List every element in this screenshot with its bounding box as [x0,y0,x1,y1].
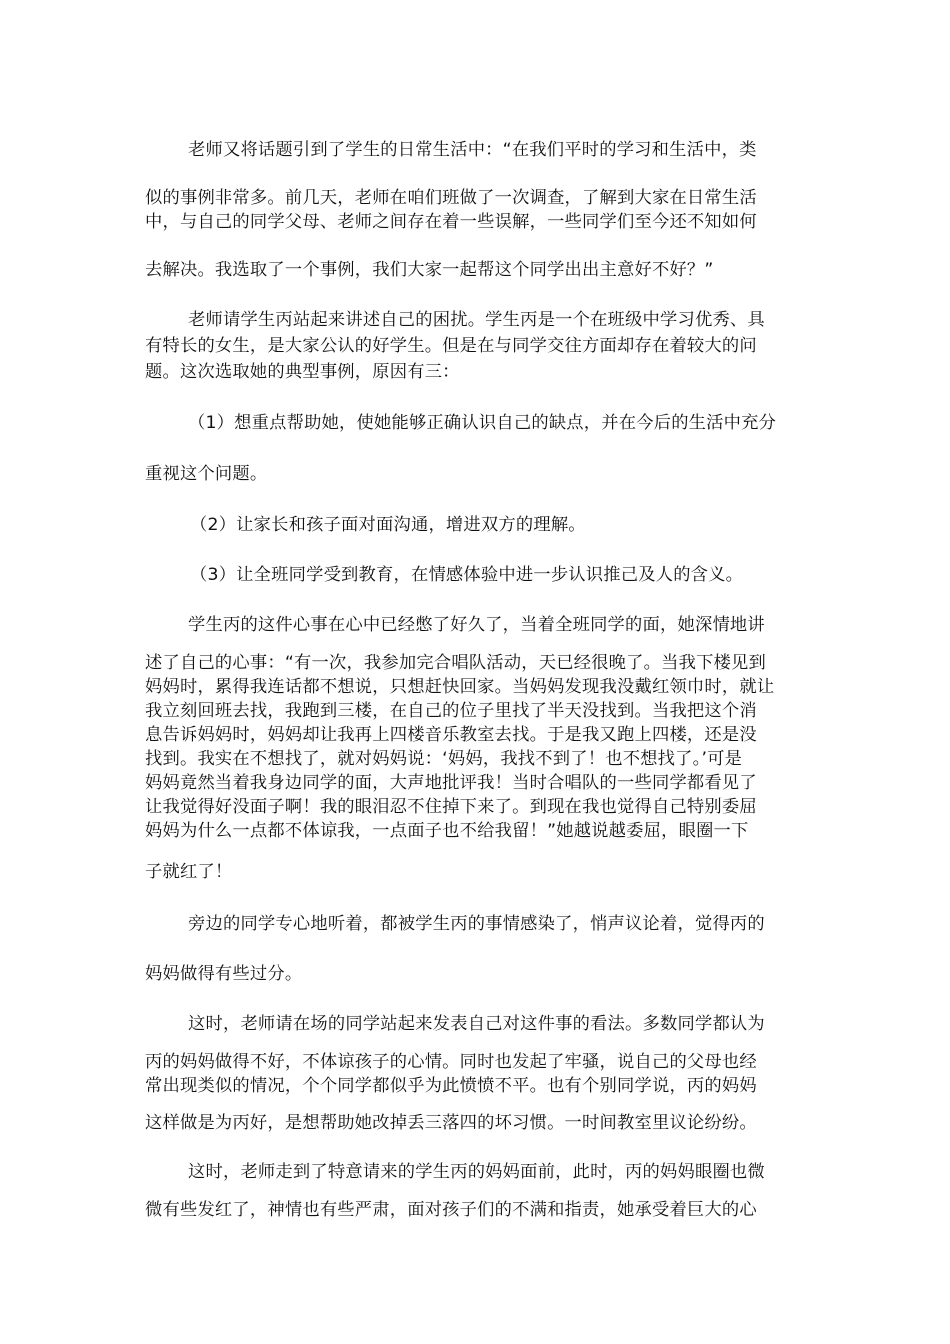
paragraph-1-line-2: 似的事例非常多。前几天，老师在咱们班做了一次调查，了解到大家在日常生活 [145,188,757,208]
paragraph-2-line-3: 题。这次选取她的典型事例，原因有三： [145,362,460,382]
paragraph-1-line-4: 去解决。我选取了一个事例，我们大家一起帮这个同学出出主意好不好？” [145,260,714,280]
paragraph-8-line-1: 这时，老师请在场的同学站起来发表自己对这件事的看法。多数同学都认为 [188,1014,765,1034]
paragraph-7-line-2: 妈妈做得有些过分。 [145,964,303,984]
paragraph-6-line-4: 我立刻回班去找，我跑到三楼，在自己的位子里找了半天没找到。当我把这个消 [145,701,757,721]
paragraph-6-line-10: 子就红了！ [145,862,233,882]
paragraph-8-line-4: 这样做是为丙好，是想帮助她改掉丢三落四的坏习惯。一时间教室里议论纷纷。 [145,1113,757,1133]
paragraph-5-line-1: （3）让全班同学受到教育，在情感体验中进一步认识推己及人的含义。 [190,565,744,585]
paragraph-6-line-6: 找到。我实在不想找了，就对妈妈说：‘妈妈，我找不到了！也不想找了。’可是 [145,749,743,769]
paragraph-6-line-9: 妈妈为什么一点都不体谅我，一点面子也不给我留！”她越说越委屈，眼圈一下 [145,821,749,841]
paragraph-3-line-2: 重视这个问题。 [145,464,268,484]
paragraph-3-line-1: （1）想重点帮助她，使她能够正确认识自己的缺点，并在今后的生活中充分 [188,413,777,433]
paragraph-9-line-1: 这时，老师走到了特意请来的学生丙的妈妈面前，此时，丙的妈妈眼圈也微 [188,1162,765,1182]
paragraph-6-line-5: 息告诉妈妈时，妈妈却让我再上四楼音乐教室去找。于是我又跑上四楼，还是没 [145,725,757,745]
paragraph-8-line-3: 常出现类似的情况，个个同学都似乎为此愤愤不平。也有个别同学说，丙的妈妈 [145,1076,757,1096]
paragraph-1-line-1: 老师又将话题引到了学生的日常生活中：“在我们平时的学习和生活中，类 [188,140,757,160]
paragraph-1-line-3: 中，与自己的同学父母、老师之间存在着一些误解，一些同学们至今还不知如何 [145,212,757,232]
paragraph-8-line-2: 丙的妈妈做得不好，不体谅孩子的心情。同时也发起了牢骚，说自己的父母也经 [145,1052,757,1072]
paragraph-9-line-2: 微有些发红了，神情也有些严肃，面对孩子们的不满和指责，她承受着巨大的心 [145,1200,757,1220]
paragraph-4-line-1: （2）让家长和孩子面对面沟通，增进双方的理解。 [190,515,586,535]
paragraph-6-line-7: 妈妈竟然当着我身边同学的面，大声地批评我！当时合唱队的一些同学都看见了 [145,773,757,793]
paragraph-6-line-8: 让我觉得好没面子啊！我的眼泪忍不住掉下来了。到现在我也觉得自己特别委屈 [145,797,757,817]
paragraph-2-line-2: 有特长的女生，是大家公认的好学生。但是在与同学交往方面却存在着较大的问 [145,336,757,356]
paragraph-2-line-1: 老师请学生丙站起来讲述自己的困扰。学生丙是一个在班级中学习优秀、具 [188,310,765,330]
paragraph-6-line-2: 述了自己的心事：“有一次，我参加完合唱队活动，天已经很晚了。当我下楼见到 [145,653,766,673]
paragraph-7-line-1: 旁边的同学专心地听着，都被学生丙的事情感染了，悄声议论着，觉得丙的 [188,914,765,934]
paragraph-6-line-1: 学生丙的这件心事在心中已经憋了好久了，当着全班同学的面，她深情地讲 [188,615,765,635]
paragraph-6-line-3: 妈妈时，累得我连话都不想说，只想赶快回家。当妈妈发现我没戴红领巾时，就让 [145,677,775,697]
